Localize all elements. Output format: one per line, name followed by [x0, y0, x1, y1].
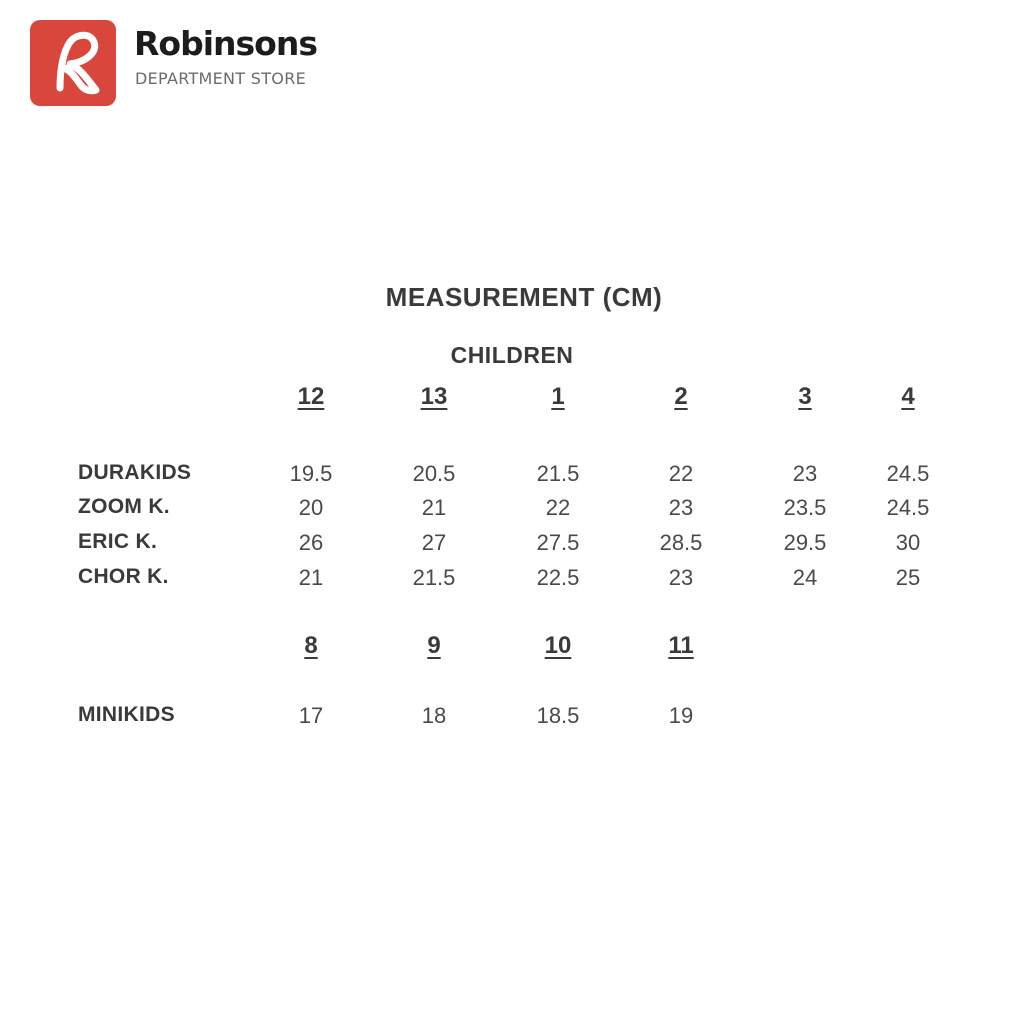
table-cell: 17 — [298, 703, 324, 728]
row-label: DURAKIDS — [78, 461, 192, 484]
column-header: 9 — [427, 632, 441, 659]
table-cell: 19.5 — [289, 461, 333, 486]
table-cell: 21.5 — [536, 461, 580, 486]
table-cell: 23 — [668, 495, 694, 520]
table-cell: 22 — [668, 461, 694, 486]
table-cell: 22.5 — [536, 565, 580, 590]
table-cell: 24.5 — [886, 495, 930, 520]
column-header: 11 — [668, 632, 694, 659]
brand-tagline: DEPARTMENT STORE — [135, 69, 307, 88]
column-header: 3 — [798, 383, 812, 410]
row-label: ZOOM K. — [78, 495, 170, 518]
table-cell: 19 — [668, 703, 694, 728]
column-header: 1 — [551, 383, 565, 410]
page-title: MEASUREMENT (CM) — [385, 282, 663, 312]
table-cell: 18.5 — [536, 703, 580, 728]
column-header: 10 — [544, 632, 572, 659]
table-cell: 21 — [298, 565, 324, 590]
row-label: MINIKIDS — [78, 703, 175, 726]
row-label: ERIC K. — [78, 530, 158, 553]
table-cell: 20.5 — [412, 461, 456, 486]
section-subtitle: CHILDREN — [450, 342, 574, 368]
row-label: CHOR K. — [78, 565, 169, 588]
column-header: 2 — [674, 383, 688, 410]
table-cell: 28.5 — [659, 530, 703, 555]
table-cell: 30 — [895, 530, 921, 555]
table-cell: 25 — [895, 565, 921, 590]
table-cell: 26 — [298, 530, 324, 555]
table-cell: 22 — [545, 495, 571, 520]
table-cell: 18 — [421, 703, 447, 728]
table-cell: 21.5 — [412, 565, 456, 590]
table-cell: 24 — [792, 565, 818, 590]
table-cell: 27.5 — [536, 530, 580, 555]
table-cell: 27 — [421, 530, 447, 555]
table-cell: 23.5 — [783, 495, 827, 520]
table-cell: 29.5 — [783, 530, 827, 555]
robinsons-logo-icon — [30, 20, 116, 106]
table-cell: 20 — [298, 495, 324, 520]
table-cell: 21 — [421, 495, 447, 520]
column-header: 8 — [304, 632, 318, 659]
table-cell: 23 — [668, 565, 694, 590]
column-header: 4 — [901, 383, 915, 410]
column-header: 12 — [297, 383, 325, 410]
column-header: 13 — [420, 383, 448, 410]
brand-name: Robinsons — [134, 24, 317, 63]
table-cell: 24.5 — [886, 461, 930, 486]
table-cell: 23 — [792, 461, 818, 486]
